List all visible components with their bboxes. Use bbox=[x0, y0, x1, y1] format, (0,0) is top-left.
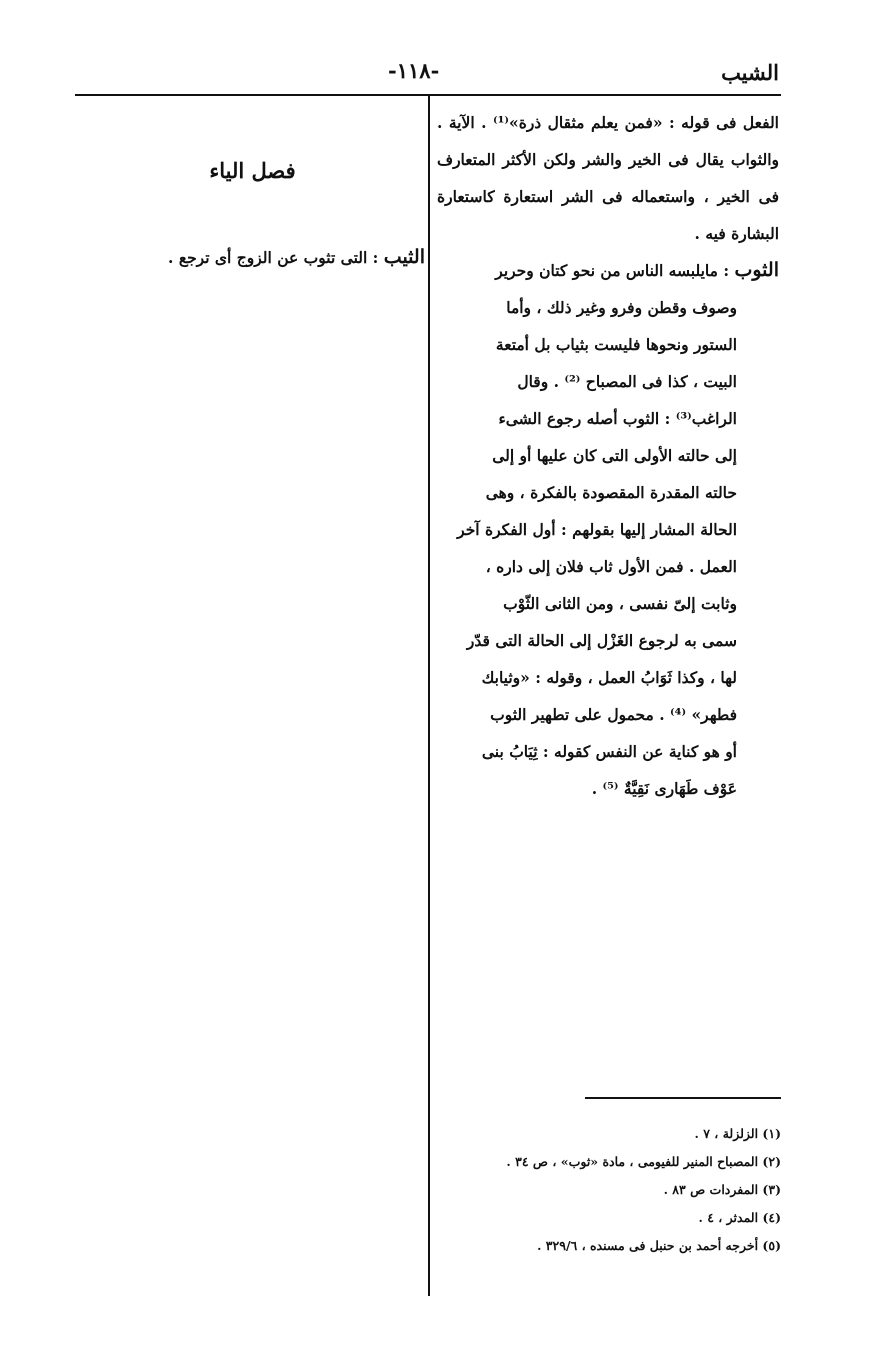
entry-headword: الثوب bbox=[734, 259, 779, 281]
section-title: فصل الياء bbox=[209, 158, 296, 183]
entry-line: وصوف وقطن وفرو وغير ذلك ، وأما bbox=[506, 298, 737, 317]
footnote: (٥) أخرجه أحمد بن حنبل فى مسنده ، ٣٢٩/٦ . bbox=[537, 1238, 781, 1253]
footnotes bbox=[437, 1120, 781, 1260]
entry-line: البيت ، كذا فى المصباح ⁽²⁾ . وقال bbox=[517, 372, 737, 391]
footnote-rule bbox=[585, 1097, 781, 1099]
running-header-word: الشيب bbox=[721, 60, 779, 85]
entry-line: الحالة المشار إليها بقولهم : أول الفكرة آخر bbox=[457, 520, 737, 539]
right-column bbox=[437, 104, 779, 807]
entry-line: الراغب⁽³⁾ : الثوب أصله رجوع الشىء bbox=[498, 409, 737, 428]
entry-line: العمل . فمن الأول ثاب فلان إلى داره ، bbox=[485, 557, 737, 576]
entry-definition: التى تثوب عن الزوج أى ترجع . bbox=[168, 248, 368, 267]
entry-line: وثابت إلىّ نفسى ، ومن الثانى الثّوْب bbox=[503, 594, 737, 613]
entry-line: مايلبسه الناس من نحو كتان وحرير bbox=[495, 261, 718, 280]
entry-line: لها ، وكذا ثَوَابُ العمل ، وقوله : «وثيابك bbox=[481, 668, 737, 687]
page-number: -١١٨- bbox=[388, 58, 440, 83]
footnote: (٢) المصباح المنير للفيومى ، مادة «ثوب» ، ص ٣٤ . bbox=[506, 1154, 781, 1169]
entry-line: إلى حالته الأولى التى كان عليها أو إلى bbox=[492, 446, 737, 465]
entry-line: الستور ونحوها فليست بثياب بل أمتعة bbox=[495, 335, 737, 354]
entry-headword: الثيب bbox=[383, 246, 425, 268]
entry-line: حالته المقدرة المقصودة بالفكرة ، وهى bbox=[485, 483, 737, 502]
footnote: (١) الزلزلة ، ٧ . bbox=[694, 1126, 781, 1141]
footnote: (٤) المدثر ، ٤ . bbox=[698, 1210, 781, 1225]
continuation-paragraph: الفعل فى قوله : «فمن يعلم مثقال ذرة»⁽¹⁾ . الآية . والثواب يقال فى الخير والشر ولكن الأكثر المتعارف فى الخير ، واستعماله فى الشر استعارة كاستعارة البشارة فيه . bbox=[437, 113, 779, 243]
entry-line: سمى به لرجوع الغَزْل إلى الحالة التى قدّر bbox=[466, 631, 737, 650]
entry-thawb bbox=[437, 252, 779, 807]
entry-separator: : bbox=[717, 261, 735, 280]
entry-separator: : bbox=[367, 248, 384, 267]
footnote: (٣) المفردات ص ٨٣ . bbox=[663, 1182, 781, 1197]
column-divider bbox=[428, 96, 430, 1296]
entry-line: عَوْف طَهَارى نَقِيَّةٌ ⁽⁵⁾ . bbox=[591, 779, 737, 798]
entry-first-line bbox=[437, 252, 779, 289]
entry-thayyib bbox=[80, 246, 425, 268]
entry-line: أو هو كناية عن النفس كقوله : ثِيَابُ بنى bbox=[481, 742, 737, 761]
entry-line: فطهر» ⁽⁴⁾ . محمول على تطهير الثوب bbox=[490, 705, 737, 724]
